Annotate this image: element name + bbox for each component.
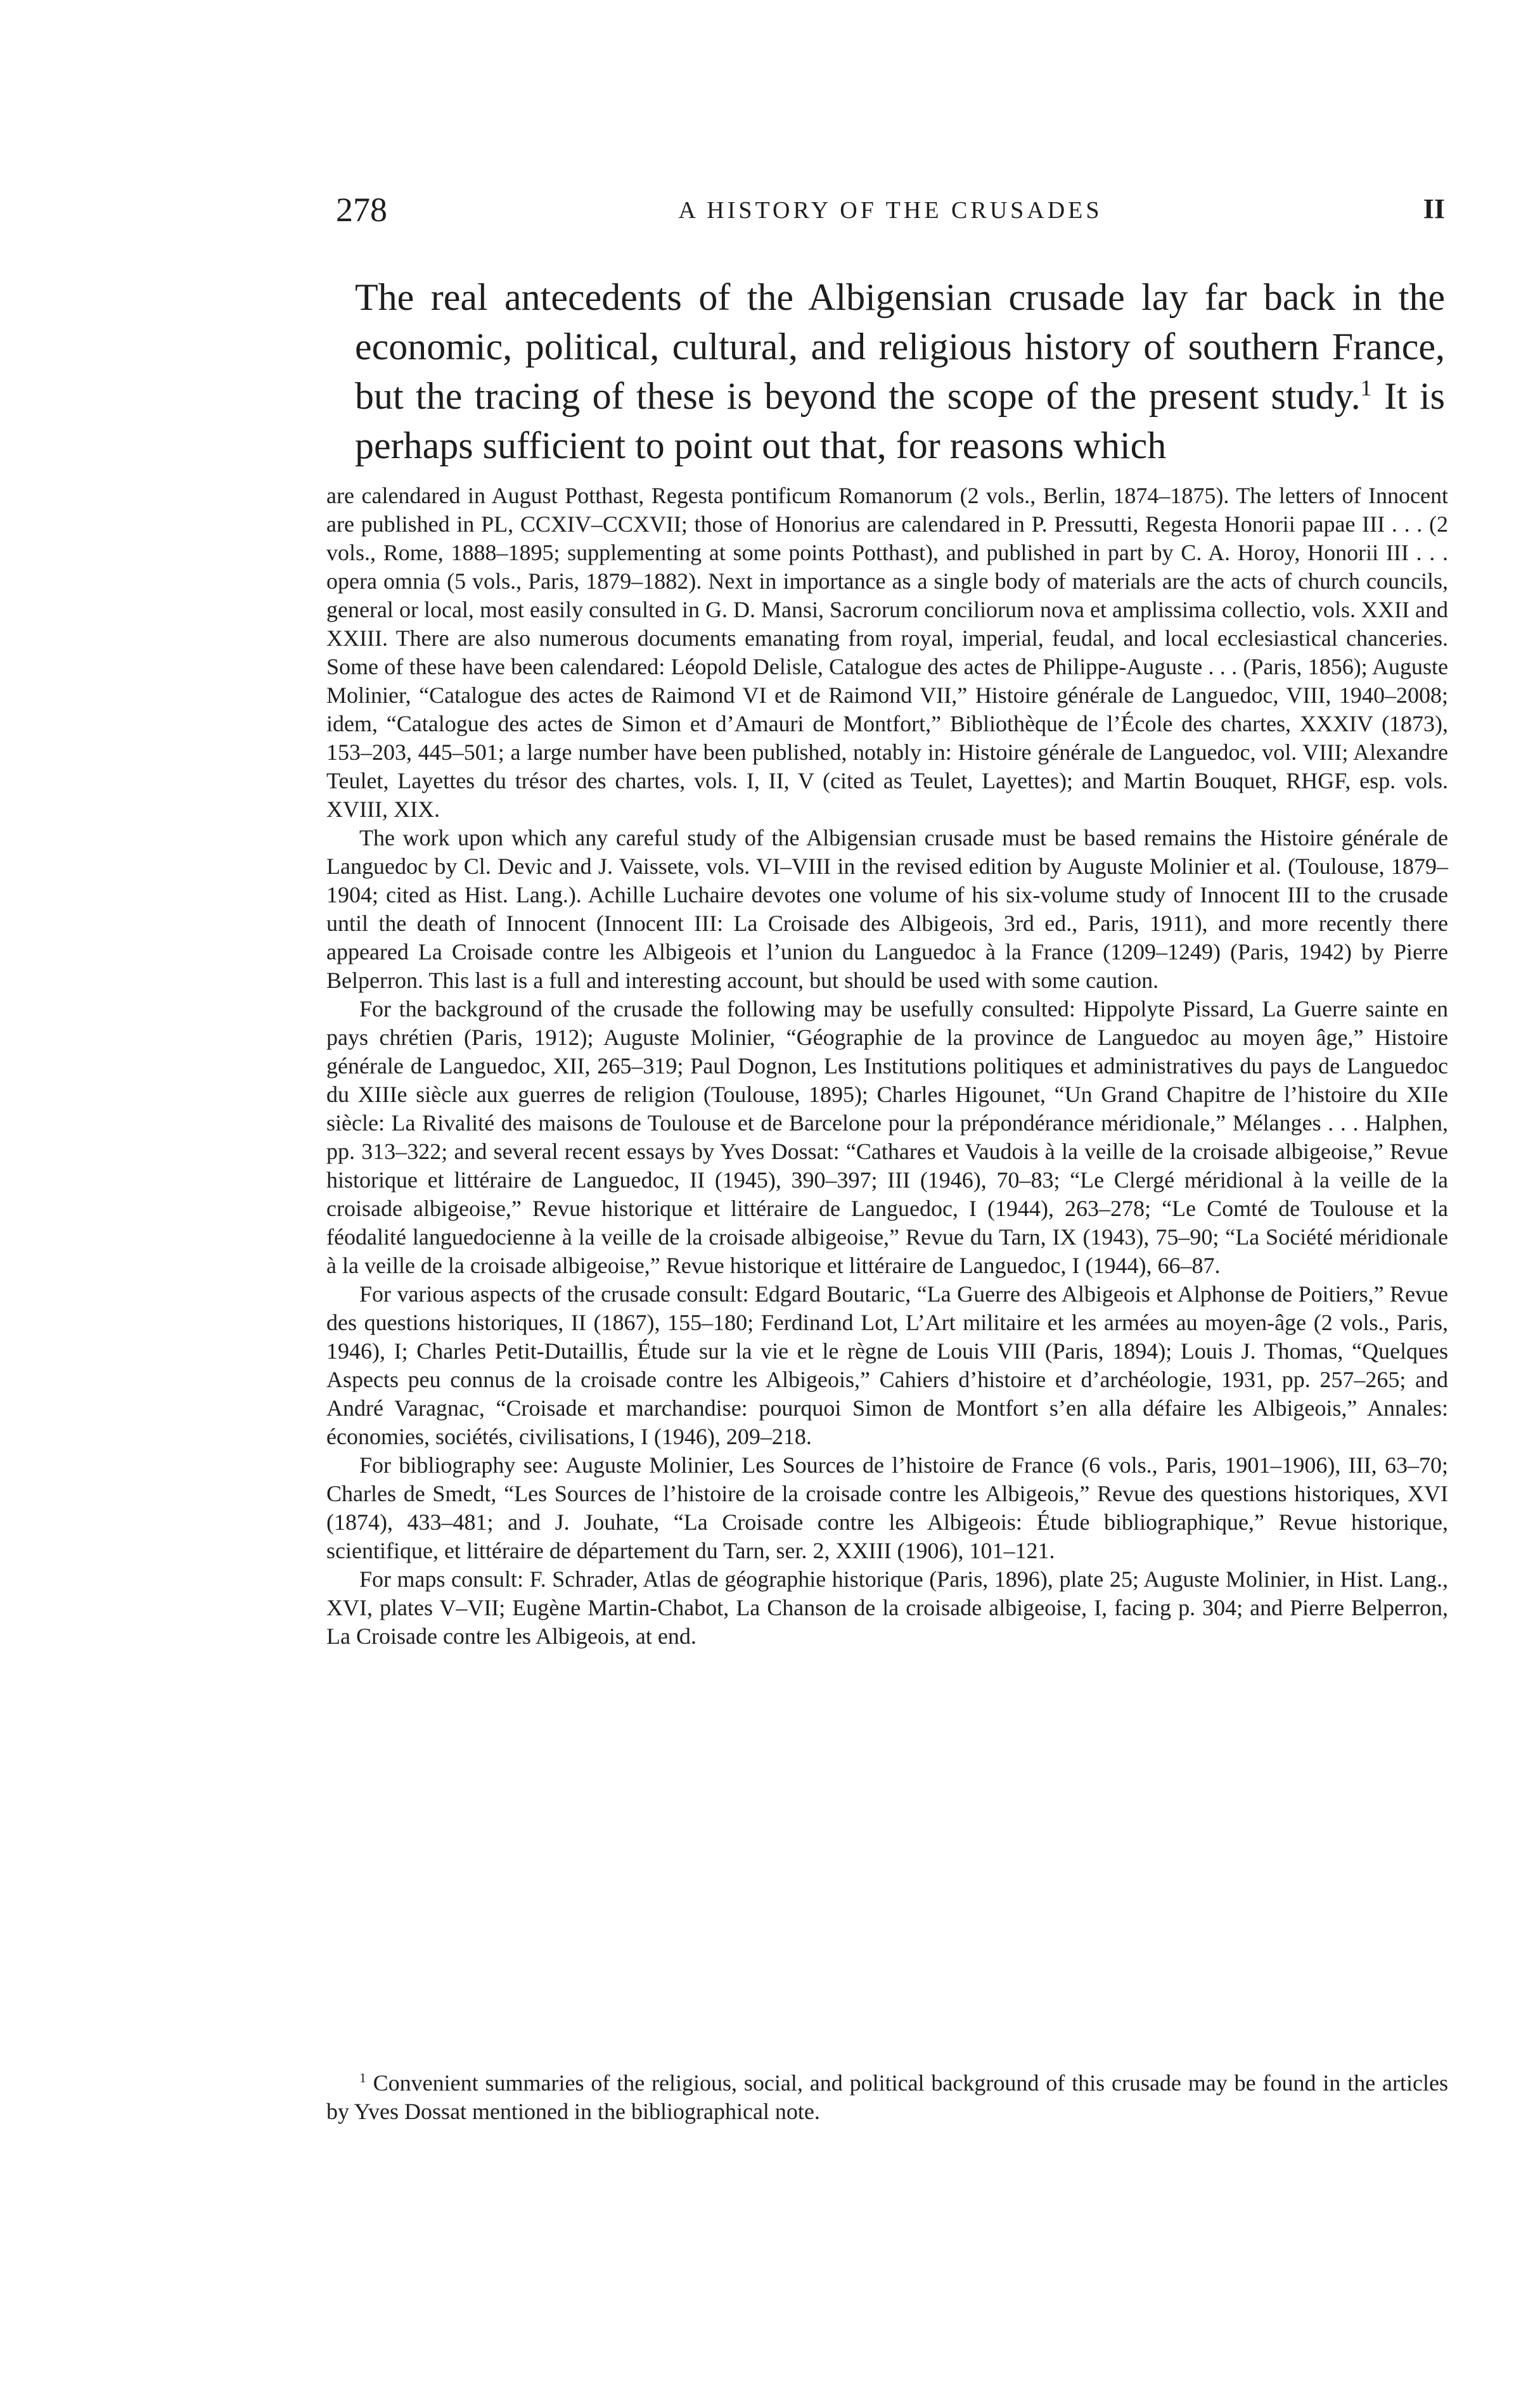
page-number: 278 [336, 191, 387, 229]
footnote-text: Convenient summaries of the religious, social, and political background of this crusade may be found in the articles by Yves Dossat mentioned in the bibliographical note. [326, 2070, 1448, 2124]
note-paragraph-4: For various aspects of the crusade consult: Edgard Boutaric, “La Guerre des Albigeois et Alphonse de Poitiers,” Revue des questions historiques, II (1867), 155–180; Ferdinand Lot, L’Art militaire et les armées au moyen-âge (2 vols., Paris, 1946), I; Charles Petit-Dutaillis, Étude sur la vie et le règne de Louis VIII (Paris, 1894); Louis J. Thomas, “Quelques Aspects peu connus de la croisade contre les Albigeois,” Cahiers d’histoire et d’archéologie, 1931, pp. 257–265; and André Varagnac, “Croisade et marchandise: pourquoi Simon de Montfort s’en alla défaire les Albigeois,” Annales: économies, sociétés, civilisations, I (1946), 209–218. [326, 1281, 1448, 1449]
footnote-marker: 1 [359, 2070, 366, 2085]
note-paragraph-1: are calendared in August Potthast, Regesta pontificum Romanorum (2 vols., Berlin, 1874–1875). The letters of Innocent are published in PL, CCXIV–CCXVII; those of Honorius are calendared in P. Pressutti, Regesta Honorii papae III . . . (2 vols., Rome, 1888–1895; supplementing at some points Potthast), and published in part by C. A. Horoy, Honorii III . . . opera omnia (5 vols., Paris, 1879–1882). Next in importance as a single body of materials are the acts of church councils, general or local, most easily consulted in G. D. Mansi, Sacrorum conciliorum nova et amplissima collectio, vols. XXII and XXIII. There are also numerous documents emanating from royal, imperial, feudal, and local ecclesiastical chanceries. Some of these have been calendared: Léopold Delisle, Catalogue des actes de Philippe-Auguste . . . (Paris, 1856); Auguste Molinier, “Catalogue des actes de Raimond VI et de Raimond VII,” Histoire générale de Languedoc, VIII, 1940–2008; idem, “Catalogue des actes de Simon et d’Amauri de Montfort,” Bibliothèque de l’École des chartes, XXXIV (1873), 153–203, 445–501; a large number have been published, notably in: Histoire générale de Languedoc, vol. VIII; Alexandre Teulet, Layettes du trésor des chartes, vols. I, II, V (cited as Teulet, Layettes); and Martin Bouquet, RHGF, esp. vols. XVIII, XIX. [326, 483, 1448, 822]
main-text-continuation: It is perhaps sufficient to point out that, for reasons which [355, 375, 1446, 466]
main-text-paragraph [355, 272, 1445, 470]
note-paragraph-6: For maps consult: F. Schrader, Atlas de géographie historique (Paris, 1896), plate 25; Auguste Molinier, in Hist. Lang., XVI, plates V–VII; Eugène Martin-Chabot, La Chanson de la croisade albigeoise, I, facing p. 304; and Pierre Belperron, La Croisade contre les Albigeois, at end. [326, 1566, 1448, 1649]
main-text-body: The real antecedents of the Albigensian crusade lay far back in the economic, political, cultural, and religious history of southern France, but the tracing of these is beyond the scope of the present study. [355, 276, 1445, 417]
bibliographical-note [326, 482, 1448, 1651]
note-paragraph-3: For the background of the crusade the following may be usefully consulted: Hippolyte Pissard, La Guerre sainte en pays chrétien (Paris, 1912); Auguste Molinier, “Géographie de la province de Languedoc au moyen âge,” Histoire générale de Languedoc, XII, 265–319; Paul Dognon, Les Institutions politiques et administratives du pays de Languedoc du XIIIe siècle aux guerres de religion (Toulouse, 1895); Charles Higounet, “Un Grand Chapitre de l’histoire du XIIe siècle: La Rivalité des maisons de Toulouse et de Barcelone pour la prépondérance méridionale,” Mélanges . . . Halphen, pp. 313–322; and several recent essays by Yves Dossat: “Cathares et Vaudois à la veille de la croisade albigeoise,” Revue historique et littéraire de Languedoc, II (1945), 390–397; III (1946), 70–83; “Le Clergé méridional à la veille de la croisade albigeoise,” Revue historique et littéraire de Languedoc, I (1944), 263–278; “Le Comté de Toulouse et la féodalité languedocienne à la veille de la croisade albigeoise,” Revue du Tarn, IX (1943), 75–90; “La Société méridionale à la veille de la croisade albigeoise,” Revue historique et littéraire de Languedoc, I (1944), 66–87. [326, 996, 1448, 1278]
running-header [336, 190, 1445, 241]
running-title: A HISTORY OF THE CRUSADES [678, 197, 1103, 224]
footnote-reference: 1 [1360, 375, 1372, 400]
note-paragraph-2: The work upon which any careful study of the Albigensian crusade must be based remains the Histoire générale de Languedoc by Cl. Devic and J. Vaissete, vols. VI–VIII in the revised edition by Auguste Molinier et al. (Toulouse, 1879–1904; cited as Hist. Lang.). Achille Luchaire devotes one volume of his six-volume study of Innocent III to the crusade until the death of Innocent (Innocent III: La Croisade des Albigeois, 3rd ed., Paris, 1911), and more recently there appeared La Croisade contre les Albigeois et l’union du Languedoc à la France (1209–1249) (Paris, 1942) by Pierre Belperron. This last is a full and interesting account, but should be used with some caution. [326, 825, 1448, 993]
volume-number: II [1423, 193, 1445, 224]
note-paragraph-5: For bibliography see: Auguste Molinier, Les Sources de l’histoire de France (6 vols., Paris, 1901–1906), III, 63–70; Charles de Smedt, “Les Sources de l’histoire de la croisade contre les Albigeois,” Revue des questions historiques, XVI (1874), 433–481; and J. Jouhate, “La Croisade contre les Albigeois: Étude bibliographique,” Revue historique, scientifique, et littéraire de département du Tarn, ser. 2, XXIII (1906), 101–121. [326, 1452, 1448, 1563]
footnote [326, 2069, 1448, 2126]
